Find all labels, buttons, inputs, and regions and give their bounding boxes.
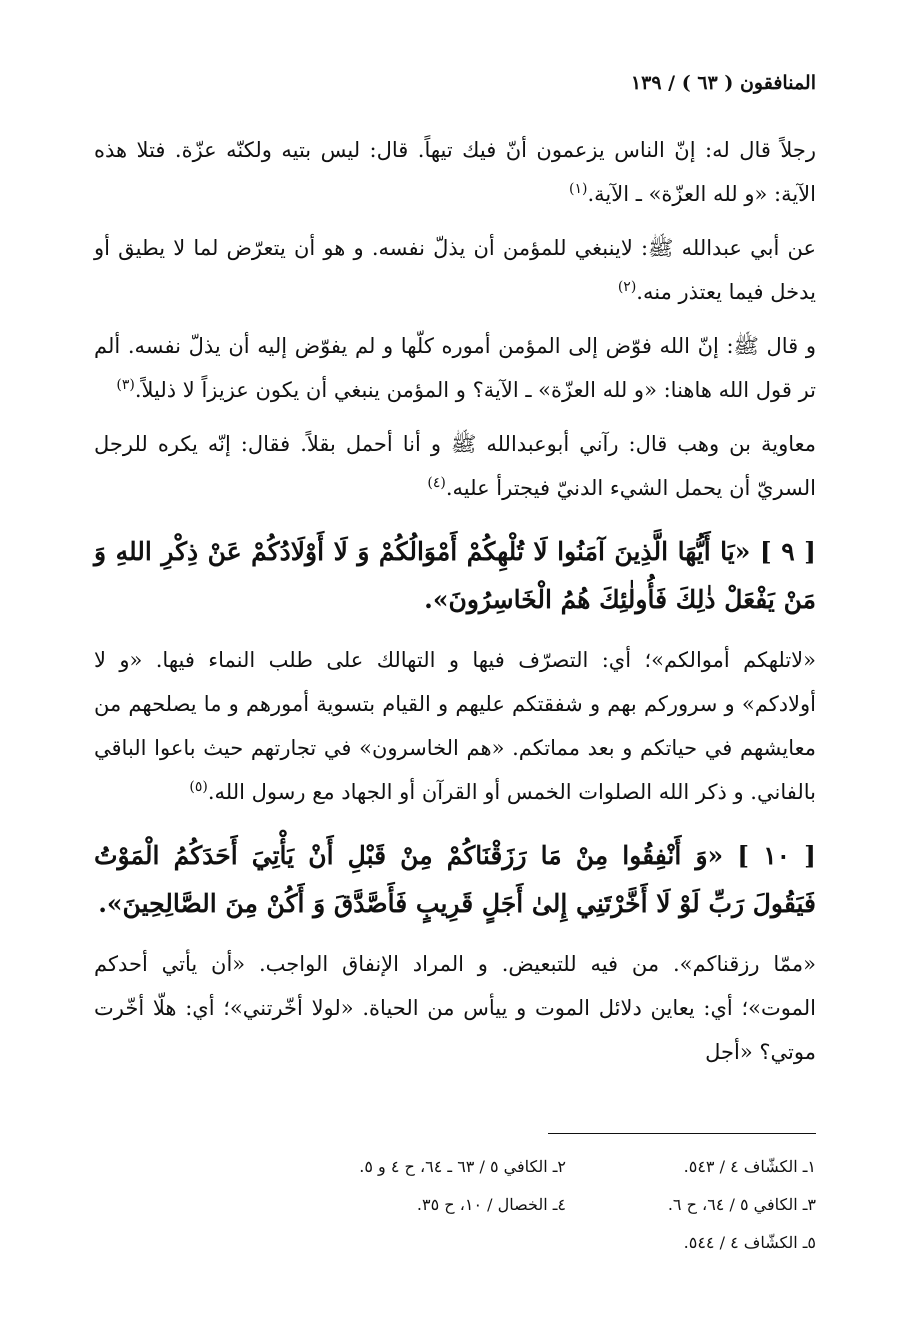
paragraph: و قال ﷺ: إنّ الله فوّض إلى المؤمن أموره كلّها و لم يفوّض إليه أن يذلّ نفسه. ألم تر قول الله هاهنا: «و لله العزّة» ـ الآية؟ و المؤمن ينبغي أن يكون عزيزاً لا ذليلاً.$^{(٣)}$: [94, 334, 816, 402]
footnote-divider: [548, 1133, 816, 1134]
main-text: [94, 128, 816, 1084]
footnote-ref: (٣): [116, 377, 135, 393]
footnote: ٣ـ الكافي ٥ / ٦٤، ح ٦.: [667, 1195, 816, 1214]
paragraph: معاوية بن وهب قال: رآني أبوعبدالله ﷺ و أنا أحمل بقلاً. فقال: إنّه يكره للرجل السريّ أن يحمل الشيء الدنيّ فيجترأ عليه.$^{(٤)}$: [94, 432, 816, 500]
commentary-verse-10: «ممّا رزقناكم». من فيه للتبعيض. و المراد الإنفاق الواجب. «أن يأتي أحدكم الموت»؛ أي: يعاين دلائل الموت و ييأس من الحياة. «لولا أخّرتني»؛ أي: هلّا أخّرت موتي؟ «أجل: [94, 952, 816, 1064]
footnote-ref: (٤): [427, 475, 446, 491]
paragraph: رجلاً قال له: إنّ الناس يزعمون أنّ فيك تيهاً. قال: ليس بتيه ولكنّه عزّة. فتلا هذه الآية: «و لله العزّة» ـ الآية.$^{(١)}$: [94, 138, 816, 206]
footnote: ٤ـ الخصال / ١٠، ح ٣٥.: [416, 1195, 566, 1214]
quran-verse-9: [ ٩ ] «يَا أَيُّهَا الَّذِينَ آمَنُوا لَا تُلْهِكُمْ أَمْوَالُكُمْ وَ لَا أَوْلَادُكُمْ عَنْ ذِكْرِ اللهِ وَ مَنْ يَفْعَلْ ذٰلِكَ فَأُولٰئِكَ هُمُ الْخَاسِرُونَ».: [94, 537, 816, 614]
footnote-row: [94, 1186, 816, 1224]
footnote-row: [94, 1224, 816, 1262]
footnote: ٢ـ الكافي ٥ / ٦٣ ـ ٦٤، ح ٤ و ٥.: [359, 1157, 566, 1176]
running-header: المنافقون ( ٦٣ ) / ١٣٩: [630, 72, 816, 94]
footnote-ref: (٥): [189, 779, 208, 795]
footnote: ٥ـ الكشّاف ٤ / ٥٤٤.: [683, 1233, 816, 1252]
footnote: ١ـ الكشّاف ٤ / ٥٤٣.: [683, 1157, 816, 1176]
footnote-row: [94, 1148, 816, 1186]
footnote-ref: (٢): [617, 279, 637, 295]
commentary-verse-9: «لاتلهكم أموالكم»؛ أي: التصرّف فيها و التهالك على طلب النماء فيها. «و لا أولادكم» و سروركم بهم و شفقتكم عليهم و القيام بتسوية أمورهم و ما يصلحهم من معايشهم في حياتكم و بعد مماتكم. «هم الخاسرون» في تجارتهم حيث باعوا الباقي بالفاني. و ذكر الله الصلوات الخمس أو القرآن أو الجهاد مع رسول الله.$^{(٥)}$: [94, 648, 816, 804]
footnotes: [94, 1148, 816, 1262]
quran-verse-10: [ ١٠ ] «وَ أَنْفِقُوا مِنْ مَا رَزَقْنَاكُمْ مِنْ قَبْلِ أَنْ يَأْتِيَ أَحَدَكُمُ الْمَوْتُ فَيَقُولَ رَبِّ لَوْ لَا أَخَّرْتَنِي إِلىٰ أَجَلٍ قَرِيبٍ فَأَصَّدَّقَ وَ أَكُنْ مِنَ الصَّالِحِينَ».: [94, 841, 816, 918]
paragraph: عن أبي عبدالله ﷺ: لاينبغي للمؤمن أن يذلّ نفسه. و هو أن يتعرّض لما لا يطيق أو يدخل فيما يعتذر منه.$^{(٢)}$: [94, 236, 816, 304]
footnote-ref: (١): [569, 181, 588, 197]
